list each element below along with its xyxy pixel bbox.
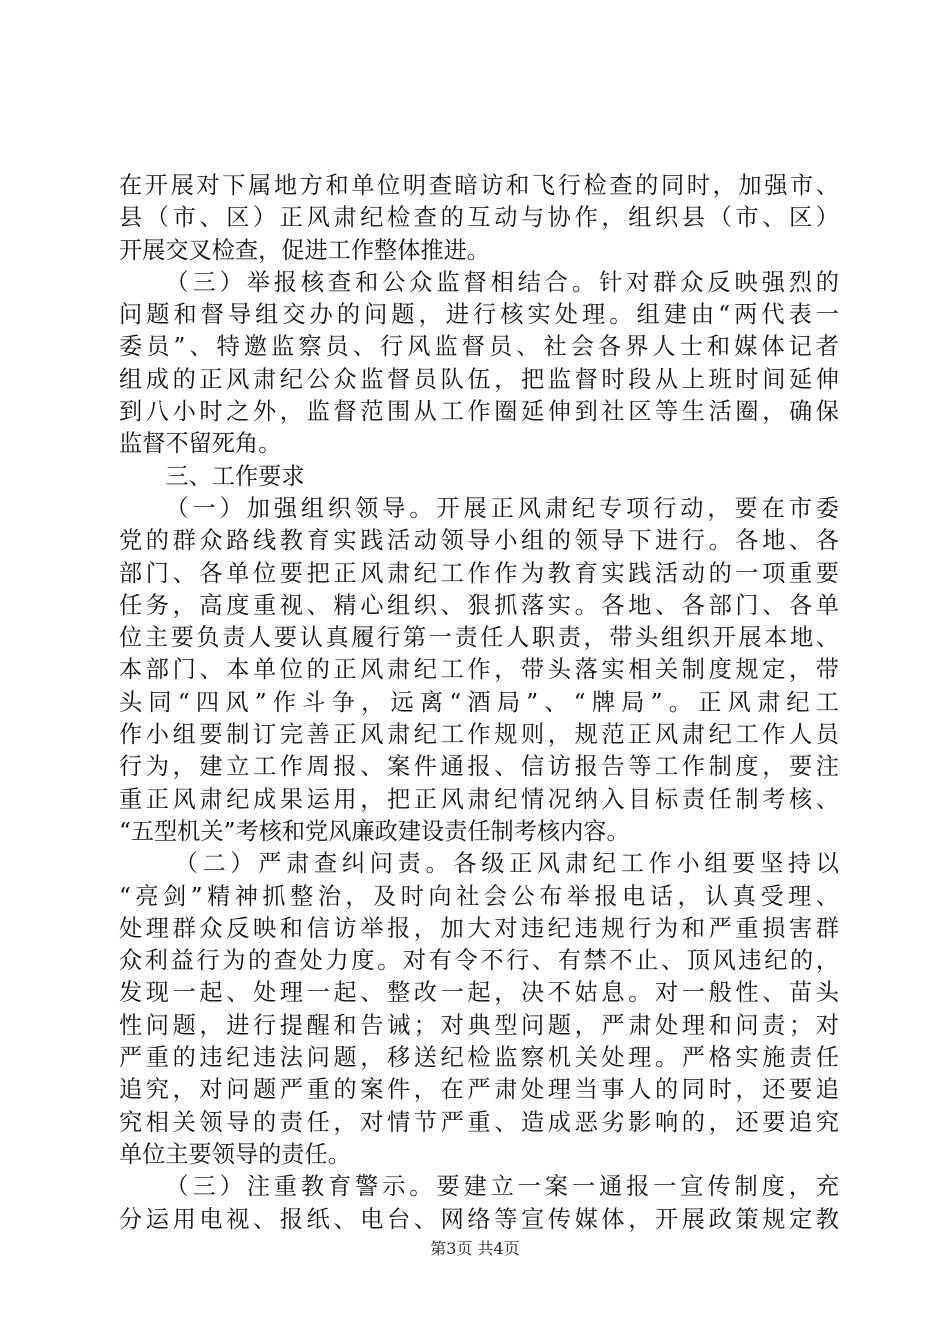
document-body <box>119 170 839 1236</box>
text-line: 在开展对下属地方和单位明查暗访和飞行检查的同时，加强市、 <box>119 172 839 199</box>
text-line: （三）注重教育警示。要建立一案一通报一宣传制度，充 <box>165 1173 839 1201</box>
text-line: 开展交叉检查，促进工作整体推进。 <box>119 236 490 264</box>
text-line: 重正风肃纪成果运用，把正风肃纪情况纳入目标责任制考核、 <box>119 785 839 813</box>
text-line: 部门、各单位要把正风肃纪工作作为教育实践活动的一项重要 <box>119 559 839 587</box>
text-line: 发现一起、处理一起、整改一起，决不姑息。对一般性、苗头 <box>119 979 839 1007</box>
text-line: 处理群众反映和信访举报，加大对违纪违规行为和严重损害群 <box>119 914 839 942</box>
text-line: 任务，高度重视、精心组织、狠抓落实。各地、各部门、各单 <box>119 591 839 619</box>
text-line: 头同“四风”作斗争，远离“酒局”、“牌局”。正风肃纪工 <box>119 688 839 716</box>
text-line: 究相关领导的责任，对情节严重、造成恶劣影响的，还要追究 <box>119 1108 839 1136</box>
text-line: 到八小时之外，监督范围从工作圈延伸到社区等生活圈，确保 <box>119 398 839 426</box>
page-footer: 第3页 共4页 <box>430 1239 520 1258</box>
text-line: “亮剑”精神抓整治，及时向社会公布举报电话，认真受理、 <box>119 882 839 910</box>
text-line: 委员”、特邀监察员、行风监督员、社会各界人士和媒体记者 <box>119 333 839 361</box>
text-line: 位主要负责人要认真履行第一责任人职责，带头组织开展本地、 <box>119 624 839 652</box>
text-line: 单位主要领导的责任。 <box>119 1140 351 1168</box>
text-line: 众利益行为的查处力度。对有令不行、有禁不止、顶风违纪的， <box>119 947 839 975</box>
text-line: 本部门、本单位的正风肃纪工作，带头落实相关制度规定，带 <box>119 656 839 684</box>
text-line: 性问题，进行提醒和告诫；对典型问题，严肃处理和问责；对 <box>119 1011 839 1039</box>
text-line: （一）加强组织领导。开展正风肃纪专项行动，要在市委 <box>165 494 839 522</box>
text-line: 行为，建立工作周报、案件通报、信访报告等工作制度，要注 <box>119 753 839 781</box>
text-line: 追究，对问题严重的案件，在严肃处理当事人的同时，还要追 <box>119 1076 839 1104</box>
text-line: （二）严肃查纠问责。各级正风肃纪工作小组要坚持以 <box>174 850 839 878</box>
text-line: 严重的违纪违法问题，移送纪检监察机关处理。严格实施责任 <box>119 1044 839 1072</box>
text-line: （三）举报核查和公众监督相结合。针对群众反映强烈的 <box>165 268 839 296</box>
text-line: 党的群众路线教育实践活动领导小组的领导下进行。各地、各 <box>119 527 839 555</box>
text-line: “五型机关”考核和党风廉政建设责任制考核内容。 <box>119 817 630 845</box>
text-line: 监督不留死角。 <box>119 430 282 458</box>
text-line: 三、工作要求 <box>165 462 305 490</box>
text-line: 作小组要制订完善正风肃纪工作规则，规范正风肃纪工作人员 <box>119 721 839 749</box>
text-line: 县（市、区）正风肃纪检查的互动与协作，组织县（市、区） <box>119 204 839 232</box>
text-line: 组成的正风肃纪公众监督员队伍，把监督时段从上班时间延伸 <box>119 365 839 393</box>
text-line: 问题和督导组交办的问题，进行核实处理。组建由“两代表一 <box>119 301 839 329</box>
text-line: 分运用电视、报纸、电台、网络等宣传媒体，开展政策规定教 <box>119 1205 839 1233</box>
